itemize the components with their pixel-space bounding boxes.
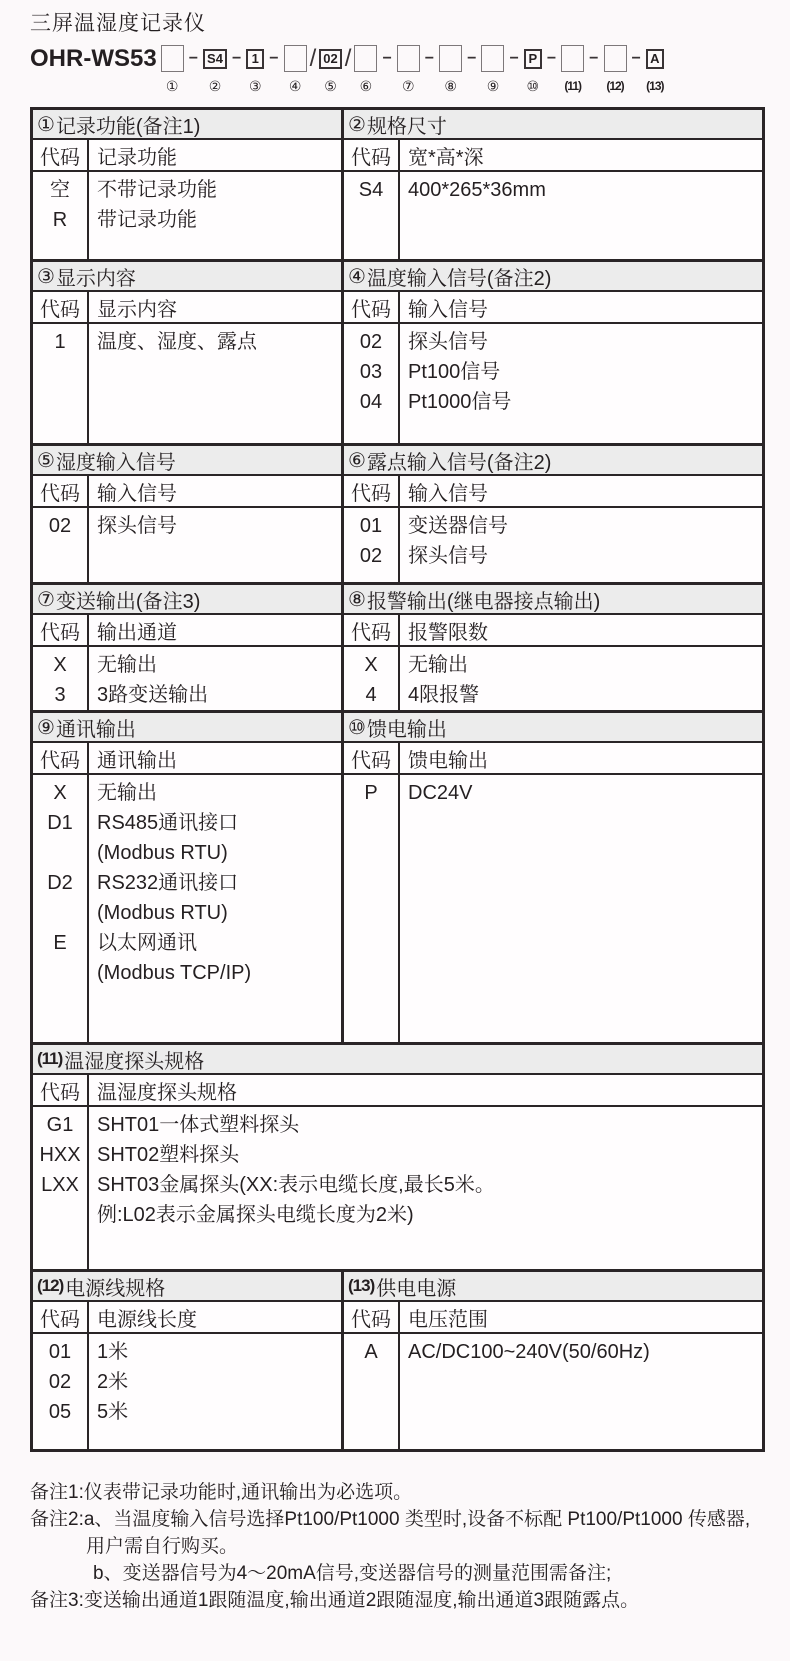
row-desc: Pt1000信号 (408, 391, 512, 413)
section-title (344, 446, 762, 476)
section-body (33, 508, 341, 582)
code-cells (33, 647, 89, 710)
section-body (344, 1334, 762, 1449)
section-6 (341, 446, 762, 582)
table-band-1 (33, 110, 762, 259)
code-column-header: 代码 (344, 1302, 400, 1332)
column-header-row (344, 476, 762, 508)
desc-cells (400, 508, 762, 582)
table-band-7 (33, 1269, 762, 1449)
model-segment-13 (646, 43, 664, 94)
position-number: ⑩ (526, 78, 540, 94)
section-title (344, 110, 762, 140)
separator: − (231, 49, 242, 67)
row-code: HXX (39, 1144, 81, 1166)
note-line-2: 备注2:a、当温度输入信号选择Pt100/Pt1000 类型时,设备不标配 Pt100/Pt1000 传感器, (30, 1509, 751, 1530)
model-code-box: S4 (203, 49, 227, 69)
row-desc: (Modbus RTU) (97, 842, 228, 864)
model-code-box: P (524, 49, 542, 69)
model-segment-10 (524, 43, 542, 94)
code-column-header: 代码 (344, 140, 400, 170)
section-title (344, 713, 762, 743)
separator: − (424, 49, 435, 67)
row-desc: 探头信号 (408, 331, 488, 353)
column-header-row (33, 292, 341, 324)
row-code: D1 (47, 812, 73, 834)
row-desc: 无输出 (97, 782, 157, 804)
row-desc: 以太网通讯 (97, 932, 197, 954)
code-cells (33, 508, 89, 582)
code-cells (33, 1334, 89, 1449)
section-12 (33, 1272, 341, 1449)
desc-column-header: 宽*高*深 (408, 146, 484, 169)
column-header-row (344, 743, 762, 775)
desc-cells (400, 647, 762, 710)
section-4 (341, 262, 762, 443)
section-body (33, 647, 341, 710)
section-title-text: 温湿度探头规格 (64, 1050, 205, 1073)
code-cells (344, 775, 400, 1042)
separator: / (344, 44, 352, 72)
row-desc: 探头信号 (97, 515, 177, 537)
section-number: ⑧ (348, 588, 366, 611)
row-code: A (364, 1341, 378, 1363)
row-code: 02 (359, 545, 383, 567)
code-column-header: 代码 (344, 743, 400, 773)
row-code: 03 (359, 361, 383, 383)
row-desc: 无输出 (408, 654, 468, 676)
code-cells (33, 775, 89, 1042)
row-code: X (53, 654, 67, 676)
desc-cells (400, 1334, 762, 1449)
desc-cells (89, 324, 341, 443)
section-title-text: 露点输入信号(备注2) (366, 451, 552, 474)
code-column-header: 代码 (344, 615, 400, 645)
section-title-text: 馈电输出 (366, 718, 447, 741)
code-cells (33, 1107, 89, 1269)
section-number: ⑩ (348, 716, 366, 739)
model-code-box: 02 (319, 49, 341, 69)
code-column-header: 代码 (33, 292, 89, 322)
section-body (33, 324, 341, 443)
column-header-row (344, 292, 762, 324)
desc-column-header: 输出通道 (97, 621, 177, 644)
desc-cells (400, 324, 762, 443)
position-number: ③ (249, 78, 262, 94)
model-box-wrap (319, 43, 341, 74)
desc-column-header: 电源线长度 (97, 1308, 197, 1331)
row-code: 01 (48, 1341, 72, 1363)
section-title (33, 585, 341, 615)
note-line-3: 用户需自行购买。 (86, 1536, 239, 1557)
desc-column-header: 显示内容 (97, 298, 177, 321)
row-code: 04 (359, 391, 383, 413)
model-box-wrap (161, 43, 184, 74)
row-desc: RS232通讯接口 (97, 872, 239, 894)
position-number: ② (208, 78, 222, 94)
column-header-row (33, 476, 341, 508)
row-code: 3 (54, 684, 66, 706)
row-desc: (Modbus RTU) (97, 902, 228, 924)
section-body (344, 324, 762, 443)
row-desc: 400*265*36mm (408, 179, 546, 201)
note-line-5: 备注3:变送输出通道1跟随温度,输出通道2跟随湿度,输出通道3跟随露点。 (30, 1590, 640, 1611)
section-number: ② (348, 113, 366, 136)
model-segment-12 (604, 43, 627, 94)
section-number: (11) (37, 1049, 63, 1068)
row-code: 01 (359, 515, 383, 537)
separator: / (309, 44, 317, 72)
section-title-text: 记录功能(备注1) (55, 115, 201, 138)
position-number: (13) (646, 79, 664, 93)
section-title-text: 报警输出(继电器接点输出) (366, 590, 601, 613)
row-desc: DC24V (408, 782, 473, 804)
row-desc: (Modbus TCP/IP) (97, 962, 252, 984)
column-header-row (33, 140, 341, 172)
model-segment-8 (439, 43, 462, 94)
separator: − (382, 49, 392, 67)
row-desc: 5米 (97, 1401, 129, 1423)
separator: − (188, 49, 199, 67)
section-title-text: 供电电源 (376, 1277, 457, 1300)
position-number: ⑨ (486, 78, 500, 94)
model-segment-2 (203, 43, 227, 94)
model-box-wrap (561, 43, 584, 74)
desc-cells (89, 172, 341, 259)
section-number: ⑥ (348, 449, 366, 472)
section-title-text: 电源线规格 (65, 1277, 166, 1300)
section-5 (33, 446, 341, 582)
code-cells (344, 324, 400, 443)
table-band-4 (33, 582, 762, 710)
row-code: 02 (359, 331, 383, 353)
position-number: ④ (288, 78, 302, 94)
separator: − (589, 49, 599, 67)
section-title (344, 1272, 762, 1302)
model-segment-7 (397, 43, 420, 94)
row-desc: 不带记录功能 (97, 179, 217, 201)
model-box-wrap (203, 43, 227, 74)
row-code: R (52, 209, 68, 231)
desc-column-header: 电压范围 (408, 1308, 488, 1331)
column-header-row (33, 1302, 341, 1334)
section-title (344, 585, 762, 615)
section-title (344, 262, 762, 292)
code-column-header: 代码 (33, 615, 89, 645)
desc-cells (89, 1107, 762, 1269)
section-13 (341, 1272, 762, 1449)
section-body (33, 172, 341, 259)
position-number: ⑤ (324, 78, 337, 94)
code-column-header: 代码 (33, 476, 89, 506)
note-line-4: b、变送器信号为4～20mA信号,变送器信号的测量范围需备注; (93, 1563, 612, 1584)
row-code: P (364, 782, 378, 804)
row-desc: 1米 (97, 1341, 129, 1363)
row-code: E (53, 932, 67, 954)
section-11 (33, 1045, 762, 1269)
desc-column-header: 报警限数 (408, 621, 488, 644)
table-band-2 (33, 259, 762, 443)
desc-column-header: 馈电输出 (408, 749, 488, 772)
section-9 (33, 713, 341, 1042)
row-desc: 变送器信号 (408, 515, 508, 537)
column-header-row (344, 615, 762, 647)
model-code-box: 1 (246, 49, 264, 69)
section-title-text: 通讯输出 (55, 718, 136, 741)
section-number: ④ (348, 265, 366, 288)
row-code: 空 (50, 179, 70, 201)
model-code-boxes (161, 43, 664, 94)
row-desc: SHT03金属探头(XX:表示电缆长度,最长5米。 (97, 1174, 495, 1196)
model-code-box (604, 45, 627, 72)
table-band-3 (33, 443, 762, 582)
separator: − (269, 49, 279, 67)
model-segment-5 (319, 43, 341, 94)
model-box-wrap (354, 43, 377, 74)
row-code: X (364, 654, 378, 676)
code-column-header: 代码 (33, 743, 89, 773)
section-title (33, 1272, 341, 1302)
desc-column-header: 温湿度探头规格 (97, 1081, 237, 1104)
model-code-box (161, 45, 184, 72)
code-cells (344, 1334, 400, 1449)
section-title-text: 变送输出(备注3) (55, 590, 201, 613)
row-code: G1 (46, 1114, 74, 1136)
model-box-wrap (646, 43, 664, 74)
section-body (33, 775, 341, 1042)
section-body (344, 172, 762, 259)
position-number: ⑧ (444, 78, 457, 94)
section-title (33, 1045, 762, 1075)
column-header-row (344, 1302, 762, 1334)
section-8 (341, 585, 762, 710)
section-number: (13) (348, 1276, 375, 1295)
desc-cells (89, 508, 341, 582)
code-cells (344, 647, 400, 710)
position-number: (11) (564, 79, 581, 93)
code-cells (344, 172, 400, 259)
row-code: 02 (48, 1371, 72, 1393)
section-1 (33, 110, 341, 259)
section-3 (33, 262, 341, 443)
model-box-wrap (604, 43, 627, 74)
row-desc: SHT02塑料探头 (97, 1144, 240, 1166)
row-desc: 无输出 (97, 654, 157, 676)
row-desc: 例:L02表示金属探头电缆长度为2米) (97, 1204, 414, 1226)
section-title-text: 湿度输入信号 (55, 451, 176, 474)
model-code-line (30, 43, 790, 94)
row-desc: 探头信号 (408, 545, 488, 567)
section-body (344, 647, 762, 710)
section-title (33, 110, 341, 140)
row-desc: 温度、湿度、露点 (97, 331, 257, 353)
section-number: (12) (37, 1276, 64, 1295)
model-box-wrap (397, 43, 420, 74)
desc-cells (89, 647, 341, 710)
model-segment-3 (246, 43, 264, 94)
model-segment-11 (561, 43, 584, 94)
code-column-header: 代码 (344, 292, 400, 322)
code-column-header: 代码 (33, 1302, 89, 1332)
table-band-6 (33, 1042, 762, 1269)
row-desc: 4限报警 (408, 684, 480, 706)
model-code-box (481, 45, 504, 72)
section-title-text: 显示内容 (55, 267, 136, 290)
section-title (33, 262, 341, 292)
footnotes (30, 1479, 780, 1614)
table-band-5 (33, 710, 762, 1042)
section-7 (33, 585, 341, 710)
separator: − (546, 49, 557, 67)
section-number: ⑨ (37, 716, 55, 739)
model-code-box (284, 45, 307, 72)
row-desc: RS485通讯接口 (97, 812, 239, 834)
section-number: ③ (37, 265, 55, 288)
position-number: (12) (606, 79, 624, 93)
column-header-row (344, 140, 762, 172)
separator: − (631, 49, 641, 67)
code-cells (33, 324, 89, 443)
section-body (33, 1334, 341, 1449)
row-code: S4 (358, 179, 384, 201)
model-code-box: A (646, 49, 664, 69)
section-number: ⑦ (37, 588, 55, 611)
row-desc: 带记录功能 (97, 209, 197, 231)
column-header-row (33, 743, 341, 775)
position-number: ① (165, 78, 179, 94)
row-desc: 3路变送输出 (97, 684, 209, 706)
row-code: LXX (41, 1174, 79, 1196)
row-code: 05 (48, 1401, 72, 1423)
section-10 (341, 713, 762, 1042)
separator: − (467, 49, 477, 67)
model-code-box (354, 45, 377, 72)
model-segment-9 (481, 43, 504, 94)
code-cells (33, 172, 89, 259)
position-number: ⑦ (402, 78, 415, 94)
model-box-wrap (284, 43, 307, 74)
row-code: 4 (365, 684, 377, 706)
row-code: D2 (47, 872, 73, 894)
position-number: ⑥ (359, 78, 373, 94)
section-title (33, 713, 341, 743)
row-desc: AC/DC100~240V(50/60Hz) (408, 1341, 650, 1363)
desc-column-header: 输入信号 (408, 482, 488, 505)
model-code-box (439, 45, 462, 72)
section-title (33, 446, 341, 476)
column-header-row (33, 615, 341, 647)
column-header-row (33, 1075, 762, 1107)
row-code: 1 (54, 331, 66, 353)
desc-cells (89, 1334, 341, 1449)
desc-column-header: 通讯输出 (97, 749, 177, 772)
model-prefix: OHR-WS53 (30, 45, 157, 72)
model-code-box (561, 45, 584, 72)
row-desc: 2米 (97, 1371, 129, 1393)
model-segment-4 (284, 43, 307, 94)
desc-cells (89, 775, 341, 1042)
section-body (344, 508, 762, 582)
model-segment-1 (161, 43, 184, 94)
model-box-wrap (439, 43, 462, 74)
code-column-header: 代码 (33, 1075, 89, 1105)
model-box-wrap (481, 43, 504, 74)
code-cells (344, 508, 400, 582)
model-code-box (397, 45, 420, 72)
desc-cells (400, 172, 762, 259)
section-number: ⑤ (37, 449, 55, 472)
desc-column-header: 输入信号 (97, 482, 177, 505)
model-box-wrap (524, 43, 542, 74)
desc-column-header: 输入信号 (408, 298, 488, 321)
model-box-wrap (246, 43, 264, 74)
section-body (344, 775, 762, 1042)
desc-cells (400, 775, 762, 1042)
ordering-table (30, 107, 765, 1452)
desc-column-header: 记录功能 (97, 146, 177, 169)
model-segment-6 (354, 43, 377, 94)
note-line-1: 备注1:仪表带记录功能时,通讯输出为必选项。 (30, 1482, 413, 1503)
row-desc: SHT01一体式塑料探头 (97, 1114, 300, 1136)
separator: − (509, 49, 519, 67)
section-2 (341, 110, 762, 259)
row-code: 02 (48, 515, 72, 537)
page-title: 三屏温湿度记录仪 (30, 12, 206, 35)
section-number: ① (37, 113, 55, 136)
code-column-header: 代码 (33, 140, 89, 170)
row-code: X (53, 782, 67, 804)
row-desc: Pt100信号 (408, 361, 501, 383)
section-title-text: 规格尺寸 (366, 115, 447, 138)
section-title-text: 温度输入信号(备注2) (366, 267, 552, 290)
section-body (33, 1107, 762, 1269)
code-column-header: 代码 (344, 476, 400, 506)
